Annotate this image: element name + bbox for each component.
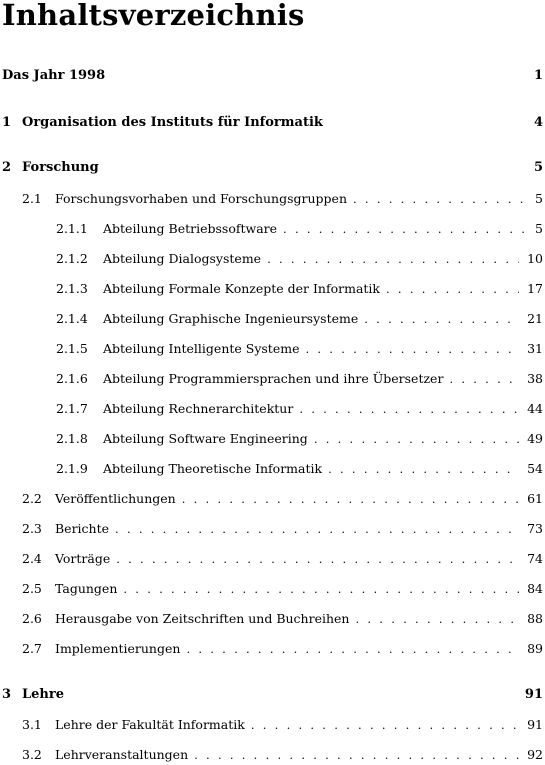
toc-dot-leader [355,612,519,626]
toc-entry-title: Tagungen [55,581,118,596]
toc-page-number: 10 [527,251,543,266]
toc-entry-title: Implementierungen [55,641,181,656]
toc-page-number: 38 [527,371,543,386]
toc-dot-leader [299,402,519,416]
toc-dot-leader [314,432,519,446]
toc-entry-title: Abteilung Software Engineering [103,431,308,446]
toc-subsection-entry[interactable] [0,341,545,359]
toc-chapter-entry[interactable] [0,115,545,133]
toc-dot-leader [305,342,519,356]
toc-section-entry[interactable] [0,747,545,765]
toc-subsection-entry[interactable] [0,371,545,389]
toc-entry-number: 2.1.2 [56,251,88,266]
toc-page-number: 73 [527,521,543,536]
toc-section-entry[interactable] [0,551,545,569]
toc-entry-number: 2.1.1 [56,221,88,236]
toc-entry-number: 2.1.3 [56,281,88,296]
toc-entry-title: Forschung [22,160,99,175]
toc-entry-title: Veröffentlichungen [55,491,176,506]
toc-entry-title: Abteilung Programmiersprachen und ihre Übersetzer [103,371,444,386]
toc-subsection-entry[interactable] [0,311,545,329]
toc-entry-number: 3 [2,687,12,702]
toc-entry-number: 2 [2,160,12,175]
toc-entry-number: 2.3 [22,521,42,536]
toc-entry-title: Abteilung Dialogsysteme [103,251,262,266]
toc-entry-title: Lehre [22,687,64,702]
toc-page-number: 1 [533,68,543,83]
toc-entry-title: Forschungsvorhaben und Forschungsgruppen [55,191,347,206]
toc-subsection-entry[interactable] [0,221,545,239]
toc-entry-number: 2.1.8 [56,431,88,446]
toc-section-entry[interactable] [0,491,545,509]
toc-page-number: 91 [524,687,543,702]
toc-entry-title: Abteilung Theoretische Informatik [103,461,323,476]
toc-entry-title: Lehre der Fakultät Informatik [55,717,245,732]
toc-entry-title: Organisation des Instituts für Informatik [22,115,323,130]
toc-entry-number: 3.2 [22,747,42,762]
toc-entry-title: Herausgabe von Zeitschriften und Buchreihen [55,611,350,626]
toc-dot-leader [116,552,519,566]
toc-section-entry[interactable] [0,581,545,599]
toc-chapter-entry[interactable] [0,687,545,705]
toc-page-number: 49 [527,431,543,446]
toc-dot-leader [283,222,527,236]
toc-page-number: 17 [527,281,543,296]
toc-entry-number: 2.5 [22,581,42,596]
toc-dot-leader [115,522,519,536]
toc-dot-leader [186,642,519,656]
toc-entry-title: Abteilung Graphische Ingenieursysteme [103,311,359,326]
toc-entry-title: Abteilung Intelligente Systeme [103,341,300,356]
toc-dot-leader [194,748,519,762]
toc-subsection-entry[interactable] [0,431,545,449]
toc-dot-leader [123,582,519,596]
toc-dot-leader [328,462,519,476]
toc-page-number: 91 [527,717,543,732]
toc-entry-number: 1 [2,115,12,130]
toc-subsection-entry[interactable] [0,401,545,419]
toc-entry-title: Abteilung Betriebssoftware [103,221,278,236]
toc-entry-number: 2.1.7 [56,401,88,416]
toc-entry-number: 2.2 [22,491,42,506]
toc-dot-leader [449,372,519,386]
toc-entry-number: 2.7 [22,641,42,656]
toc-entry-number: 2.1.6 [56,371,88,386]
toc-subsection-entry[interactable] [0,281,545,299]
toc-subsection-entry[interactable] [0,461,545,479]
toc-section-entry[interactable] [0,521,545,539]
toc-entry-title: Das Jahr 1998 [2,68,106,83]
toc-dot-leader [182,492,519,506]
page-title: Inhaltsverzeichnis [2,0,305,32]
toc-page-number: 31 [527,341,543,356]
toc-page-number: 5 [535,191,543,206]
toc-entry-title: Abteilung Rechnerarchitektur [103,401,294,416]
toc-entry-title: Abteilung Formale Konzepte der Informatik [103,281,381,296]
toc-section-entry[interactable] [0,641,545,659]
toc-entry-title: Berichte [55,521,110,536]
toc-page-number: 5 [533,160,543,175]
toc-section-entry[interactable] [0,191,545,209]
toc-page-number: 88 [527,611,543,626]
toc-page-number: 5 [535,221,543,236]
toc-entry-number: 2.1.4 [56,311,88,326]
toc-page-number: 89 [527,641,543,656]
toc-section-entry[interactable] [0,611,545,629]
toc-page-number: 84 [527,581,543,596]
toc-entry-number: 2.1.9 [56,461,88,476]
toc-section-entry[interactable] [0,717,545,735]
toc-page-number: 21 [527,311,543,326]
toc-page-number: 54 [527,461,543,476]
toc-entry-number: 2.1.5 [56,341,88,356]
toc-dot-leader [364,312,519,326]
toc-entry-number: 3.1 [22,717,42,732]
toc-dot-leader [386,282,519,296]
toc-entry-number: 2.4 [22,551,42,566]
toc-chapter-entry[interactable] [0,160,545,178]
toc-entry-title: Lehrveranstaltungen [55,747,189,762]
toc-page-number: 92 [527,747,543,762]
toc-page-number: 4 [533,115,543,130]
toc-dot-leader [267,252,519,266]
toc-entry-number: 2.1 [22,191,42,206]
toc-chapter-entry[interactable] [0,68,545,86]
toc-entry-number: 2.6 [22,611,42,626]
toc-page-number: 44 [527,401,543,416]
toc-page-number: 61 [527,491,543,506]
toc-dot-leader [251,718,519,732]
toc-entry-title: Vorträge [55,551,111,566]
toc-page-number: 74 [527,551,543,566]
toc-subsection-entry[interactable] [0,251,545,269]
toc-dot-leader [353,192,527,206]
